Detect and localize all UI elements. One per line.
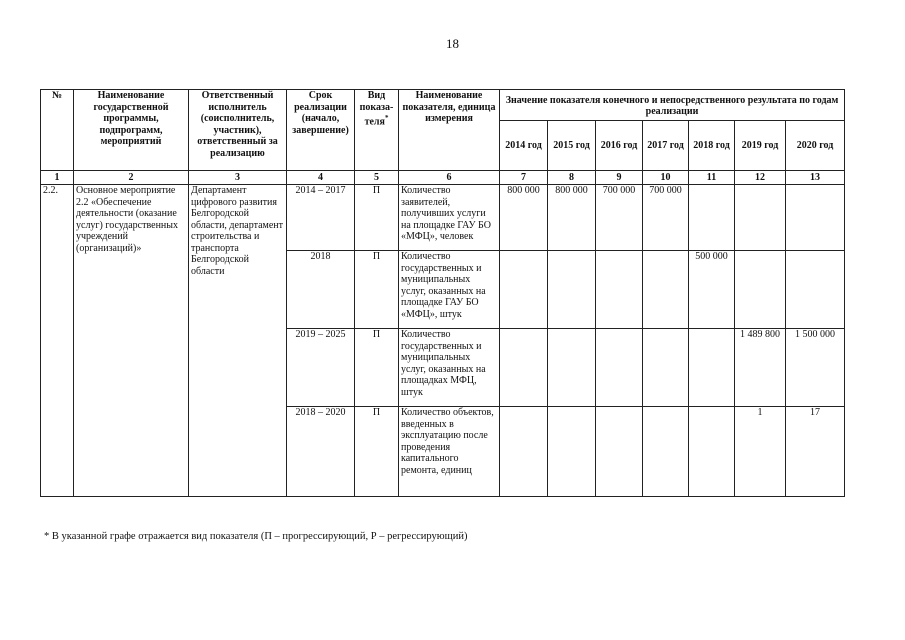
column-number: 2 [74,171,189,185]
item-executor: Департамент цифрового развития Белгородской области, департамент строительства и транспорта Белгородской области [189,185,287,497]
row-value-2014 [500,251,548,329]
item-number: 2.2. [41,185,74,497]
header-year-2014: 2014 год [500,121,548,171]
page-number: 18 [446,36,459,51]
header-row-1 [41,90,845,121]
row-indicator-name: Количество объектов, введенных в эксплуатацию после проведения капитального ремонта, единиц [399,407,500,497]
row-value-2019 [735,185,786,251]
header-number: № [41,90,74,171]
column-number: 7 [500,171,548,185]
row-indicator-name: Количество государственных и муниципальных услуг, оказанных на площадках МФЦ, штук [399,329,500,407]
table-row [41,185,845,251]
row-value-2014 [500,329,548,407]
header-executor: Ответственный исполнитель (соисполнитель, участник), ответственный за реализацию [189,90,287,171]
item-name: Основное мероприятие 2.2 «Обеспечение деятельности (оказание услуг) государственных учреждений (организаций)» [74,185,189,497]
row-value-2016 [596,251,643,329]
row-value-2019 [735,251,786,329]
column-number: 12 [735,171,786,185]
footnote: * В указанной графе отражается вид показателя (П – прогрессирующий, Р – регрессирующий) [44,531,468,542]
row-value-2016: 700 000 [596,185,643,251]
header-period: Срок реализации (начало, завершение) [287,90,355,171]
row-value-2014 [500,407,548,497]
row-value-2015: 800 000 [548,185,596,251]
header-values-group: Значение показателя конечного и непосредственного результата по годам реализации [500,90,845,121]
header-indicator-type-text: Вид показа-теля [359,90,394,128]
row-value-2020 [786,251,845,329]
row-value-2016 [596,329,643,407]
row-value-2018 [689,407,735,497]
row-indicator-type: П [355,407,399,497]
row-value-2020 [786,185,845,251]
column-number: 10 [643,171,689,185]
column-number: 1 [41,171,74,185]
row-period: 2018 [287,251,355,329]
row-period: 2014 – 2017 [287,185,355,251]
row-value-2020: 17 [786,407,845,497]
row-value-2017: 700 000 [643,185,689,251]
column-number: 13 [786,171,845,185]
row-value-2015 [548,407,596,497]
row-value-2015 [548,251,596,329]
row-indicator-type: П [355,251,399,329]
row-indicator-name: Количество заявителей, получивших услуги на площадке ГАУ БО «МФЦ», человек [399,185,500,251]
column-number: 8 [548,171,596,185]
header-year-2020: 2020 год [786,121,845,171]
column-numbers-row [41,171,845,185]
column-number: 9 [596,171,643,185]
row-value-2015 [548,329,596,407]
row-indicator-name: Количество государственных и муниципальных услуг, оказанных на площадке ГАУ БО «МФЦ», штук [399,251,500,329]
header-indicator-type [355,90,399,171]
row-value-2018: 500 000 [689,251,735,329]
row-value-2017 [643,329,689,407]
row-value-2017 [643,407,689,497]
column-number: 4 [287,171,355,185]
row-period: 2019 – 2025 [287,329,355,407]
row-indicator-type: П [355,329,399,407]
row-value-2016 [596,407,643,497]
header-indicator-name: Наименование показателя, единица измерения [399,90,500,171]
row-value-2018 [689,185,735,251]
row-value-2020: 1 500 000 [786,329,845,407]
header-year-2019: 2019 год [735,121,786,171]
header-year-2017: 2017 год [643,121,689,171]
footnote-mark: * [384,114,389,122]
header-program-name: Наименование государственной программы, подпрограмм, мероприятий [74,90,189,171]
row-value-2019: 1 489 800 [735,329,786,407]
row-value-2014: 800 000 [500,185,548,251]
column-number: 3 [189,171,287,185]
header-year-2018: 2018 год [689,121,735,171]
row-value-2019: 1 [735,407,786,497]
column-number: 11 [689,171,735,185]
row-indicator-type: П [355,185,399,251]
column-number: 5 [355,171,399,185]
header-year-2015: 2015 год [548,121,596,171]
row-value-2018 [689,329,735,407]
header-year-2016: 2016 год [596,121,643,171]
row-value-2017 [643,251,689,329]
indicators-table [40,89,845,497]
column-number: 6 [399,171,500,185]
row-period: 2018 – 2020 [287,407,355,497]
